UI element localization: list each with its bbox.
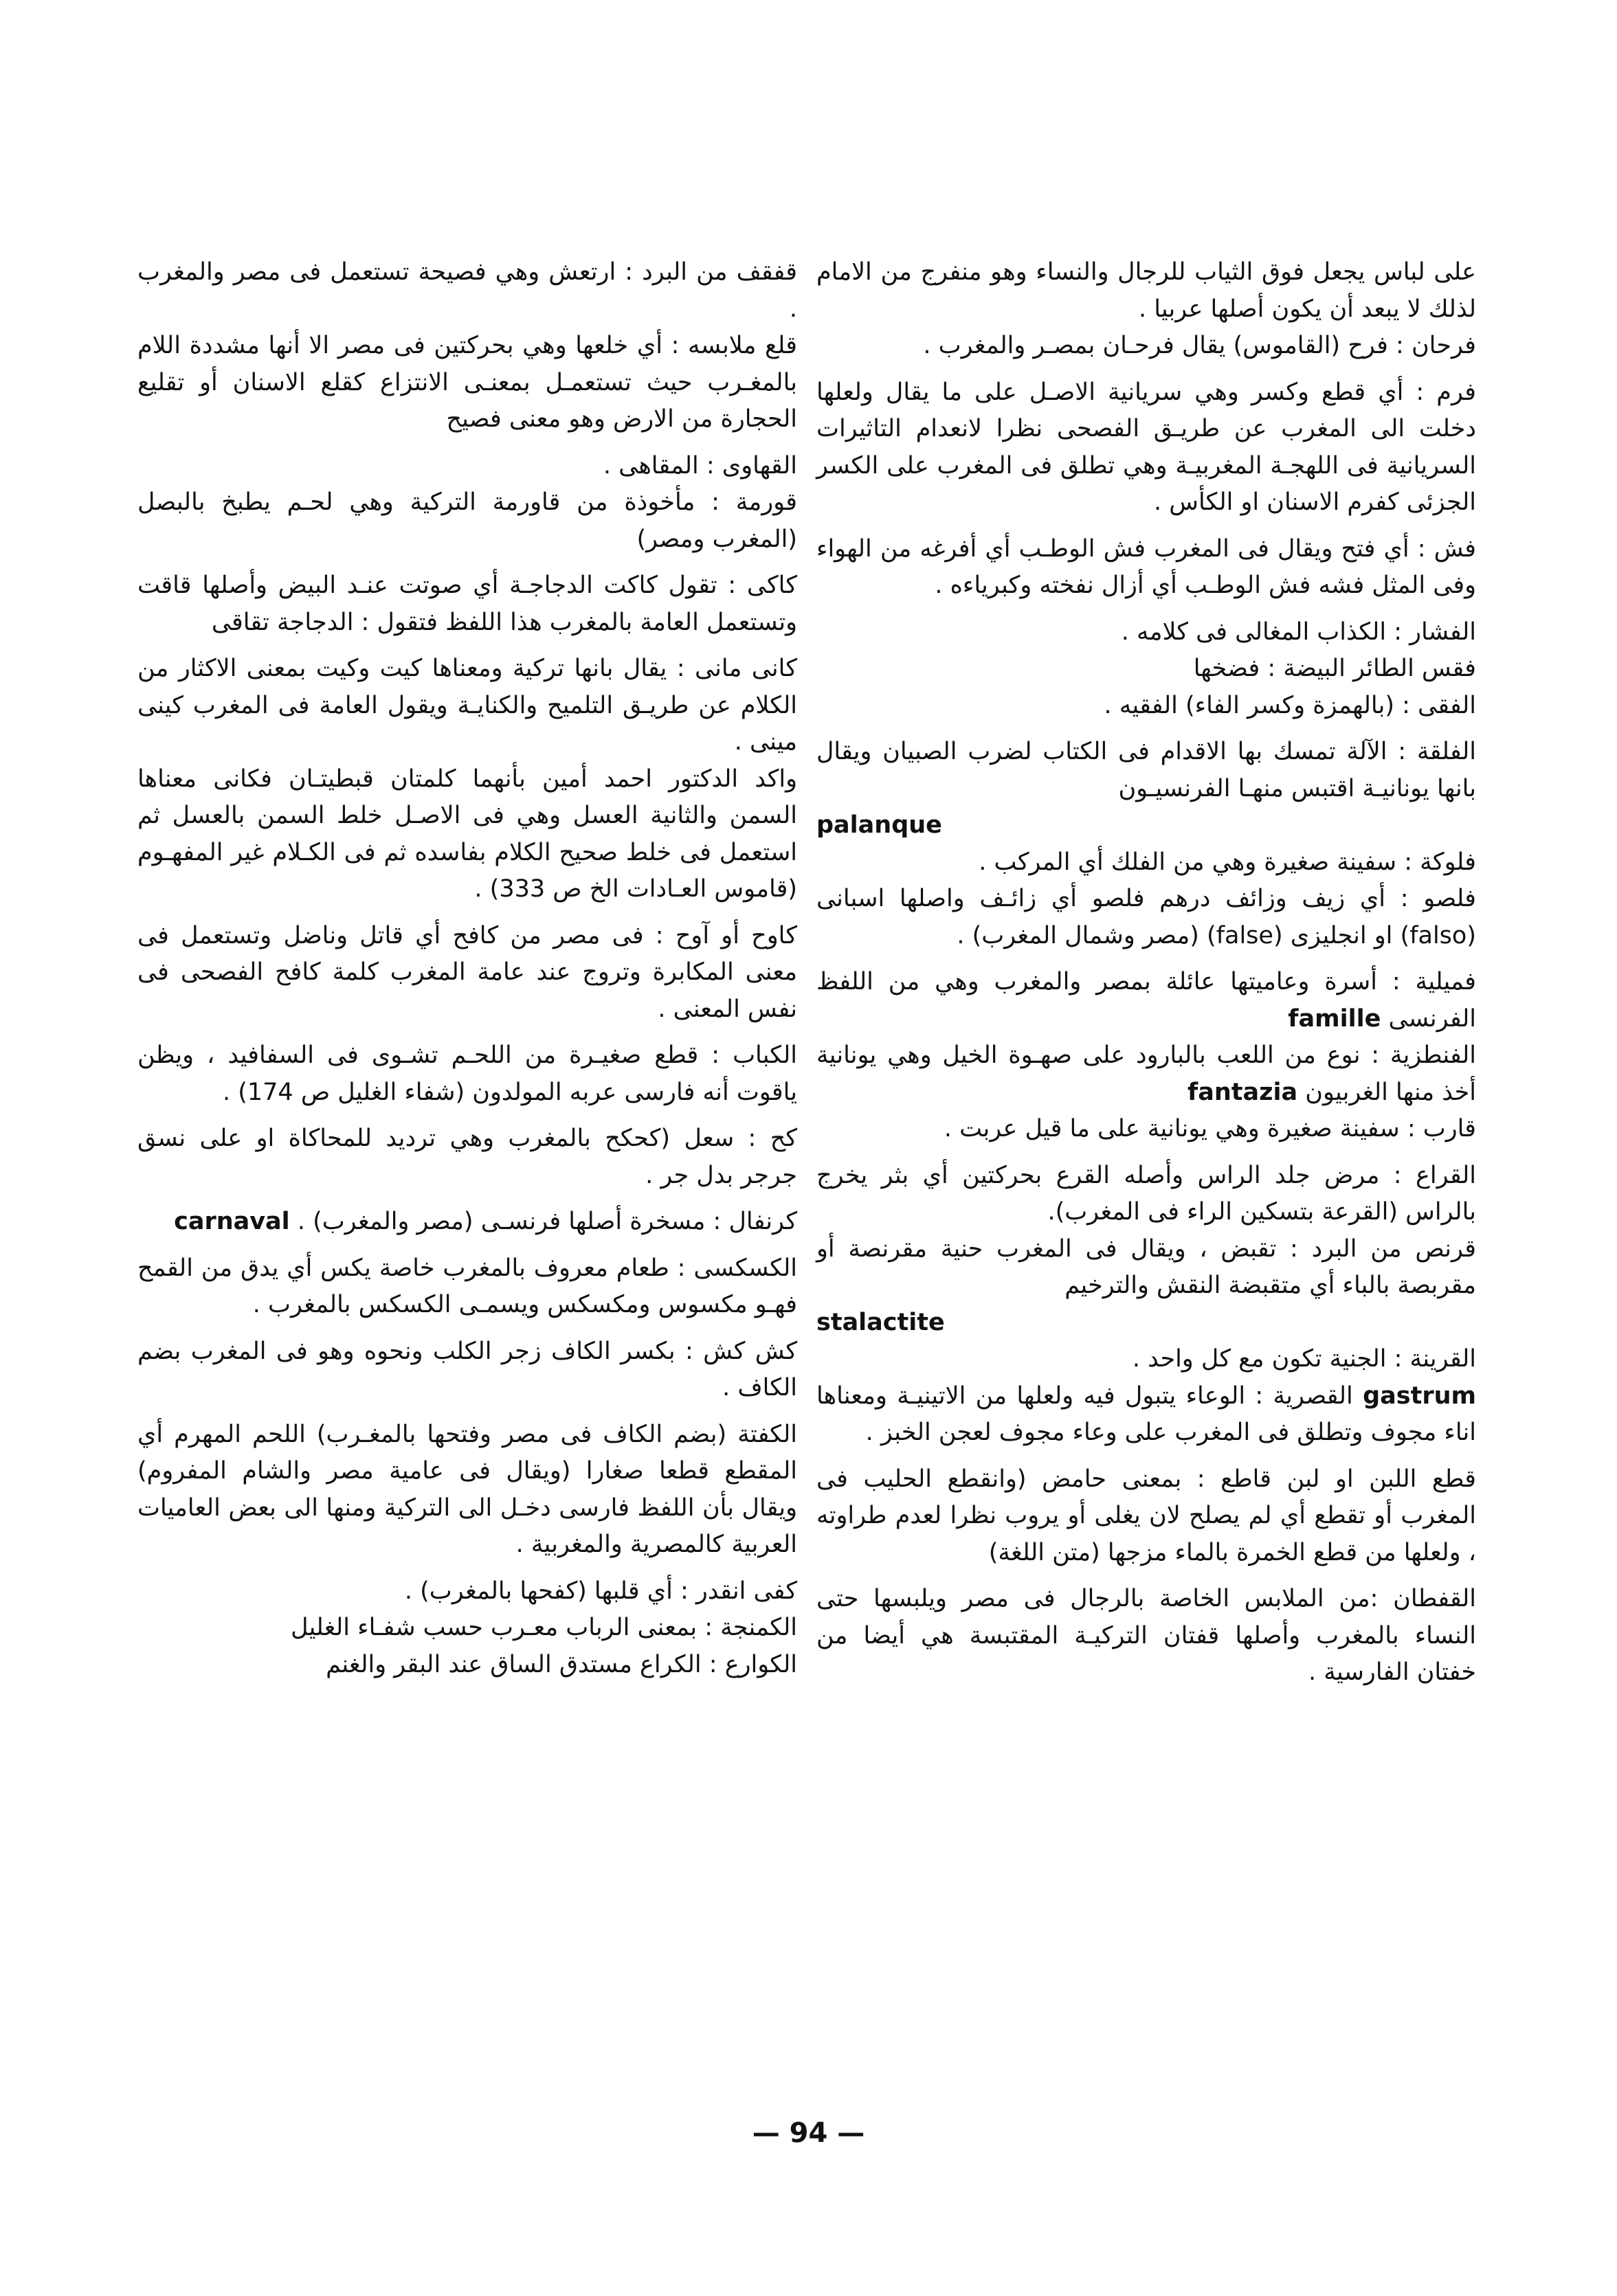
entry-fantazia — [816, 1037, 1476, 1111]
entry-kafa: كفى انقدر : أي قلبها (كفحها بالمغرب) . — [404, 1577, 797, 1605]
entry-kah: كح : سعل (كحكح بالمغرب وهي ترديد للمحاكاة او على نسق جرجر بدل جر . — [137, 1125, 797, 1189]
entry-qarnas — [816, 1231, 1476, 1342]
entry-qawrama: قورمة : مأخوذة من قاورمة التركية وهي لحـم يطبخ بالبصل (المغرب ومصر) — [137, 488, 797, 553]
entry-kawari: الكوارع : الكراع مستدق الساق عند البقر والغنم — [326, 1650, 797, 1678]
latin-term-fantazia: fantazia — [1187, 1078, 1298, 1106]
right-column — [816, 254, 1476, 1701]
latin-term-famille: famille — [1288, 1004, 1381, 1033]
latin-term-gastrum: gastrum — [1363, 1382, 1476, 1410]
entry-fash: فش : أي فتح ويقال فى المغرب فش الوطـب أي أفرغه من الهواء وفى المثل فشه فش الوطـب أي أزال نفخته وكبرياءه . — [816, 534, 1476, 599]
entry-faram: فرم : أي قطع وكسر وهي سريانية الاصـل على ما يقال ولعلها دخلت الى المغرب عن طريـق الفصحى نظرا لانعدام التاثيرات السريانية فى اللهجـة المغربيـة وهي تطلق فى المغرب على الكسر الجزئى كفرم الاسنان او الكأس . — [816, 378, 1476, 516]
entry-famila — [816, 964, 1476, 1037]
entry-karnaval-text: كرنفال : مسخرة أصلها فرنسـى (مصر والمغرب) . — [297, 1208, 797, 1235]
entry-qaftan: القفطان :من الملابس الخاصة بالرجال فى مصر ويلبسها حتى النساء بالمغرب وأصلها قفتان التركيـة المقتبسة هي أيضا من خفتان الفارسية . — [816, 1585, 1476, 1686]
entry-labas: على لباس يجعل فوق الثياب للرجال والنساء وهو منفرج من الامام لذلك لا يبعد أن يكون أصلها عربيا . — [816, 258, 1476, 323]
entry-fashar: الفشار : الكذاب المغالى فى كلامه . — [1121, 618, 1476, 646]
entry-famila-text: فميلية : أسرة وعاميتها عائلة بمصر والمغرب وهي من اللفظ الفرنسى — [816, 968, 1476, 1033]
left-column — [137, 254, 797, 1683]
entry-qarnas-text: قرنص من البرد : تقبض ، ويقال فى المغرب حنية مقرنصة أو مقربصة بالباء أي متقبضة النقش والترخيم — [816, 1235, 1476, 1299]
entry-kufta: الكفتة (بضم الكاف فى مصر وفتحها بالمغـرب) اللحم المهرم أي المقطع قطعا صغارا (ويقال فى عامية مصر والشام المفروم) ويقال بأن اللفظ فارسى دخـل الى التركية ومنها الى بعض العاميات العربية كالمصرية والمغربية . — [137, 1420, 797, 1558]
entry-qahawi: القهاوى : المقاهى . — [603, 451, 797, 480]
entry-karnaval — [137, 1204, 797, 1241]
entry-qasriya-text: القصرية : الوعاء يتبول فيه ولعلها من الاتينيـة ومعناها اناء مجوف وتطلق فى المغرب على وعاء مجوف لعجن الخبز . — [816, 1382, 1476, 1446]
entry-qafqaf: قفقف من البرد : ارتعش وهي فصيحة تستعمل فى مصر والمغرب . — [137, 258, 797, 323]
entry-falaqa-text: الفلقة : الآلة تمسك بها الاقدام فى الكتاب لضرب الصبيان ويقال بانها يونانيـة اقتبس منهـا الفرنسيـون — [816, 738, 1476, 802]
entry-qarina: القرينة : الجنية تكون مع كل واحد . — [1132, 1345, 1476, 1373]
entry-ahmad-amin: واكد الدكتور احمد أمين بأنهما كلمتان قبطيتـان فكانى معناها السمن والثانية العسل وهي فى الاصـل خلط السمن بالعسل ثم استعمل فى خلط صحيح الكلام بفاسده ثم فى الكـلام غير المفهـوم (قاموس العـادات الخ ص 333) . — [137, 765, 797, 903]
latin-term-stalactite: stalactite — [816, 1308, 945, 1336]
entry-qarib: قارب : سفينة صغيرة وهي يونانية على ما قيل عربت . — [944, 1115, 1476, 1143]
entry-kuskusi: الكسكسى : طعام معروف بالمغرب خاصة يكس أي يدق من القمح فهـو مكسوس ومكسكس ويسمـى الكسكس بالمغرب . — [137, 1254, 797, 1318]
page-number: — 94 — — [752, 2117, 865, 2149]
entry-falaqa — [816, 734, 1476, 844]
entry-farhan: فرحان : فرح (القاموس) يقال فرحـان بمصـر والمغرب . — [923, 332, 1476, 359]
entry-qasriya — [816, 1378, 1476, 1452]
entry-kani-mani: كانى مانى : يقال بانها تركية ومعناها كيت وكيت بمعنى الاكثار من الكلام عن طريـق التلميح والكنايـة ويقول العامة فى المغرب كينى مينى . — [137, 655, 797, 756]
entry-falouka: فلوكة : سفينة صغيرة وهي من الفلك أي المركب . — [979, 848, 1476, 876]
entry-qala: قلع ملابسه : أي خلعها وهي بحركتين فى مصر الا أنها مشددة اللام بالمغـرب حيث تستعمـل بمعنـى الانتزاع كقلع الاسنان أو تقليع الحجارة من الارض وهو معنى فصيح — [137, 332, 797, 433]
entry-kabab: الكباب : قطع صغيـرة من اللحـم تشـوى فى السفافيد ، ويظن ياقوت أنه فارسى عربه المولدون (شفاء الغليل ص 174) . — [137, 1042, 797, 1106]
latin-term-carnaval: carnaval — [174, 1208, 290, 1235]
entry-faqas: فقس الطائر البيضة : فضخها — [1193, 655, 1476, 682]
entry-falso: فلصو : أي زيف وزائف درهم فلصو أي زائـف واصلها اسبانى (falso) او انجليزى (false) (مصر وشمال المغرب) . — [816, 885, 1476, 949]
entry-qat-al-laban: قطع اللبن او لبن قاطع : بمعنى حامض (وانقطع الحليب فى المغرب أو تقطع أي لم يصلح لان يغلى أو يروب نظرا لعدم طراوته ، ولعلها من قطع الخمرة بالماء مزجها (متن اللغة) — [816, 1465, 1476, 1566]
entry-kaki: كاكى : تقول كاكت الدجاجـة أي صوتت عنـد البيض وأصلها قاقت وتستعمل العامة بالمغرب هذا اللفظ فتقول : الدجاجة تقاقى — [137, 572, 797, 636]
entry-fantazia-text: الفنطزية : نوع من اللعب بالبارود على صهـوة الخيل وهي يونانية أخذ منها الغربيون — [816, 1042, 1476, 1106]
entry-faqi: الفقى : (بالهمزة وكسر الفاء) الفقيه . — [1104, 691, 1476, 719]
entry-kamanja: الكمنجة : بمعنى الرباب معـرب حسب شفـاء الغليل — [291, 1614, 797, 1641]
entry-kawah: كاوح أو آوح : فى مصر من كافح أي قاتل وناضل وتستعمل فى معنى المكابرة وتروج عند عامة المغرب كلمة كافح الفصحى فى نفس المعنى . — [137, 921, 797, 1023]
latin-term-palanque: palanque — [816, 811, 942, 839]
entry-qura: القراع : مرض جلد الراس وأصله القرع بحركتين أي بثر يخرج بالراس (القرعة بتسكين الراء فى المغرب). — [816, 1161, 1476, 1226]
entry-kash-kash: كش كش : بكسر الكاف زجر الكلب ونحوه وهو فى المغرب بضم الكاف . — [137, 1337, 797, 1402]
